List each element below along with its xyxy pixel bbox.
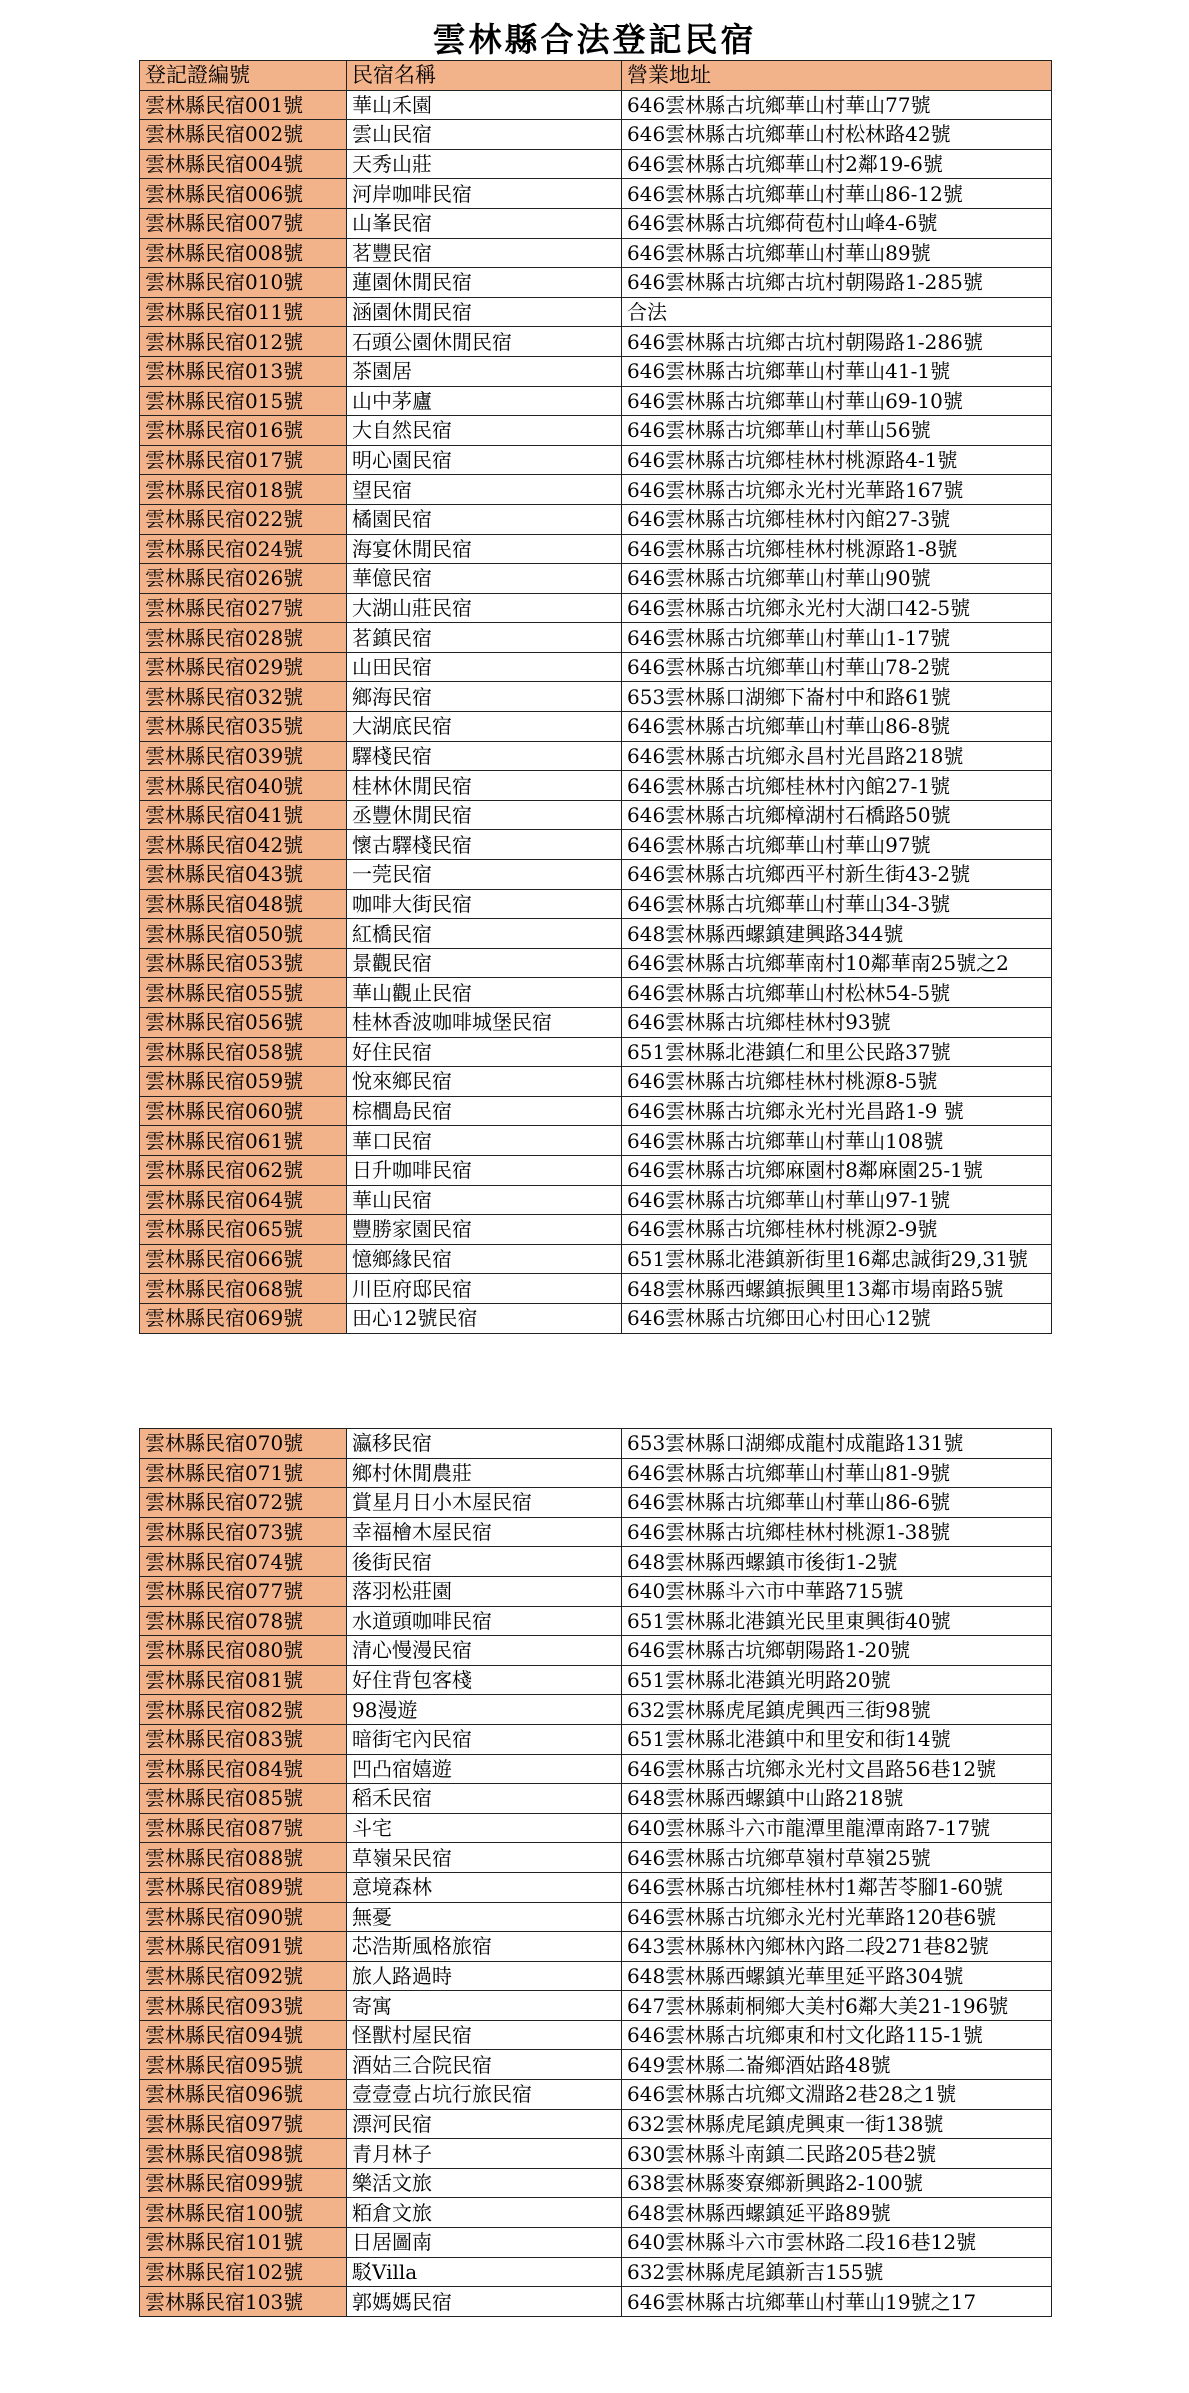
registration-no-cell: 雲林縣民宿073號 (140, 1517, 347, 1547)
table-row (140, 712, 1052, 742)
address-cell: 646雲林縣古坑鄉華山村華山34-3號 (622, 889, 1052, 919)
registration-no-cell: 雲林縣民宿001號 (140, 90, 347, 120)
table-row (140, 2257, 1052, 2287)
bnb-name-cell: 芯浩斯風格旅宿 (347, 1932, 622, 1962)
table-row (140, 860, 1052, 890)
bnb-name-cell: 日居圖南 (347, 2228, 622, 2258)
address-cell: 646雲林縣古坑鄉桂林村內館27-3號 (622, 504, 1052, 534)
bnb-name-cell: 好住背包客棧 (347, 1665, 622, 1695)
table-row (140, 2020, 1052, 2050)
address-cell: 640雲林縣斗六市雲林路二段16巷12號 (622, 2228, 1052, 2258)
registration-no-cell: 雲林縣民宿028號 (140, 623, 347, 653)
registration-no-cell: 雲林縣民宿084號 (140, 1754, 347, 1784)
table-row (140, 1576, 1052, 1606)
address-cell: 646雲林縣古坑鄉永光村大湖口42-5號 (622, 593, 1052, 623)
address-cell: 647雲林縣莿桐鄉大美村6鄰大美21-196號 (622, 1991, 1052, 2021)
bnb-name-cell: 華山民宿 (347, 1185, 622, 1215)
bnb-name-cell: 斗宅 (347, 1813, 622, 1843)
address-cell: 646雲林縣古坑鄉樟湖村石橋路50號 (622, 800, 1052, 830)
bnb-name-cell: 清心慢漫民宿 (347, 1636, 622, 1666)
bnb-name-cell: 粨倉文旅 (347, 2198, 622, 2228)
address-cell: 653雲林縣口湖鄉成龍村成龍路131號 (622, 1429, 1052, 1459)
table-row (140, 416, 1052, 446)
address-cell: 640雲林縣斗六市龍潭里龍潭南路7-17號 (622, 1813, 1052, 1843)
address-cell: 646雲林縣古坑鄉華南村10鄰華南25號之2 (622, 948, 1052, 978)
registration-no-cell: 雲林縣民宿039號 (140, 741, 347, 771)
registration-no-cell: 雲林縣民宿013號 (140, 356, 347, 386)
address-cell: 646雲林縣古坑鄉田心村田心12號 (622, 1303, 1052, 1333)
table-row (140, 1244, 1052, 1274)
table-row (140, 475, 1052, 505)
address-cell: 646雲林縣古坑鄉華山村華山97號 (622, 830, 1052, 860)
table-row (140, 2050, 1052, 2080)
bnb-name-cell: 華山禾園 (347, 90, 622, 120)
address-cell: 646雲林縣古坑鄉華山村華山86-12號 (622, 179, 1052, 209)
address-cell: 648雲林縣西螺鎮建興路344號 (622, 919, 1052, 949)
registration-no-cell: 雲林縣民宿091號 (140, 1932, 347, 1962)
bnb-name-cell: 蓮園休閒民宿 (347, 268, 622, 298)
bnb-name-cell: 日升咖啡民宿 (347, 1155, 622, 1185)
registration-no-cell: 雲林縣民宿066號 (140, 1244, 347, 1274)
table-row (140, 1724, 1052, 1754)
address-cell: 651雲林縣北港鎮光民里東興街40號 (622, 1606, 1052, 1636)
address-cell: 646雲林縣古坑鄉華山村華山77號 (622, 90, 1052, 120)
table-row (140, 1488, 1052, 1518)
registration-no-cell: 雲林縣民宿048號 (140, 889, 347, 919)
registration-no-cell: 雲林縣民宿026號 (140, 564, 347, 594)
bnb-name-cell: 意境森林 (347, 1872, 622, 1902)
table-row (140, 297, 1052, 327)
registration-no-cell: 雲林縣民宿042號 (140, 830, 347, 860)
address-cell: 651雲林縣北港鎮光明路20號 (622, 1665, 1052, 1695)
bnb-name-cell: 水道頭咖啡民宿 (347, 1606, 622, 1636)
bnb-name-cell: 憶鄉緣民宿 (347, 1244, 622, 1274)
address-cell: 646雲林縣古坑鄉荷苞村山峰4-6號 (622, 208, 1052, 238)
registration-no-cell: 雲林縣民宿032號 (140, 682, 347, 712)
registration-no-cell: 雲林縣民宿093號 (140, 1991, 347, 2021)
bnb-name-cell: 落羽松莊園 (347, 1576, 622, 1606)
bnb-name-cell: 壹壹壹占坑行旅民宿 (347, 2080, 622, 2110)
table-row (140, 2080, 1052, 2110)
registration-no-cell: 雲林縣民宿085號 (140, 1784, 347, 1814)
registration-no-cell: 雲林縣民宿065號 (140, 1215, 347, 1245)
registration-no-cell: 雲林縣民宿101號 (140, 2228, 347, 2258)
address-cell: 646雲林縣古坑鄉永光村光昌路1-9 號 (622, 1096, 1052, 1126)
address-cell: 632雲林縣虎尾鎮虎興西三街98號 (622, 1695, 1052, 1725)
bnb-name-cell: 涵園休閒民宿 (347, 297, 622, 327)
address-cell: 648雲林縣西螺鎮市後街1-2號 (622, 1547, 1052, 1577)
registration-no-cell: 雲林縣民宿040號 (140, 771, 347, 801)
table-row (140, 1991, 1052, 2021)
registration-no-cell: 雲林縣民宿060號 (140, 1096, 347, 1126)
registration-no-cell: 雲林縣民宿087號 (140, 1813, 347, 1843)
bnb-name-cell: 大湖山莊民宿 (347, 593, 622, 623)
bnb-name-cell: 懷古驛棧民宿 (347, 830, 622, 860)
registration-no-cell: 雲林縣民宿072號 (140, 1488, 347, 1518)
table-row (140, 682, 1052, 712)
address-cell: 646雲林縣古坑鄉桂林村1鄰苦苓腳1-60號 (622, 1872, 1052, 1902)
registration-no-cell: 雲林縣民宿095號 (140, 2050, 347, 2080)
registration-no-cell: 雲林縣民宿018號 (140, 475, 347, 505)
bnb-name-cell: 草嶺呆民宿 (347, 1843, 622, 1873)
table-row (140, 948, 1052, 978)
registration-no-cell: 雲林縣民宿008號 (140, 238, 347, 268)
table-row (140, 268, 1052, 298)
table-row (140, 1932, 1052, 1962)
registration-no-cell: 雲林縣民宿002號 (140, 120, 347, 150)
registration-no-cell: 雲林縣民宿041號 (140, 800, 347, 830)
registration-no-cell: 雲林縣民宿016號 (140, 416, 347, 446)
registration-no-cell: 雲林縣民宿022號 (140, 504, 347, 534)
table-row (140, 445, 1052, 475)
table-row (140, 919, 1052, 949)
address-cell: 646雲林縣古坑鄉永昌村光昌路218號 (622, 741, 1052, 771)
address-cell: 646雲林縣古坑鄉華山村華山108號 (622, 1126, 1052, 1156)
address-cell: 646雲林縣古坑鄉永光村光華路167號 (622, 475, 1052, 505)
bnb-name-cell: 寄寓 (347, 1991, 622, 2021)
table-row (140, 504, 1052, 534)
address-cell: 646雲林縣古坑鄉華山村松林54-5號 (622, 978, 1052, 1008)
table-row (140, 1902, 1052, 1932)
bnb-name-cell: 山田民宿 (347, 652, 622, 682)
registration-no-cell: 雲林縣民宿100號 (140, 2198, 347, 2228)
registration-no-cell: 雲林縣民宿092號 (140, 1961, 347, 1991)
address-cell: 646雲林縣古坑鄉華山村華山41-1號 (622, 356, 1052, 386)
address-cell: 646雲林縣古坑鄉華山村華山78-2號 (622, 652, 1052, 682)
address-cell: 651雲林縣北港鎮新街里16鄰忠誠街29,31號 (622, 1244, 1052, 1274)
bnb-name-cell: 咖啡大街民宿 (347, 889, 622, 919)
bnb-name-cell: 酒姑三合院民宿 (347, 2050, 622, 2080)
registration-no-cell: 雲林縣民宿055號 (140, 978, 347, 1008)
table-row (140, 2198, 1052, 2228)
bnb-name-cell: 一莞民宿 (347, 860, 622, 890)
bnb-name-cell: 華口民宿 (347, 1126, 622, 1156)
bnb-name-cell: 旅人路過時 (347, 1961, 622, 1991)
address-cell: 646雲林縣古坑鄉西平村新生街43-2號 (622, 860, 1052, 890)
table-row (140, 120, 1052, 150)
address-cell: 646雲林縣古坑鄉華山村松林路42號 (622, 120, 1052, 150)
address-cell: 630雲林縣斗南鎮二民路205巷2號 (622, 2139, 1052, 2169)
bnb-name-cell: 華億民宿 (347, 564, 622, 594)
address-cell: 646雲林縣古坑鄉華山村華山19號之17 (622, 2287, 1052, 2317)
bnb-name-cell: 青月林子 (347, 2139, 622, 2169)
registration-no-cell: 雲林縣民宿102號 (140, 2257, 347, 2287)
bnb-name-cell: 棕櫚島民宿 (347, 1096, 622, 1126)
table-row (140, 1517, 1052, 1547)
table-header-row (140, 61, 1052, 91)
address-cell: 646雲林縣古坑鄉文淵路2巷28之1號 (622, 2080, 1052, 2110)
registration-no-cell: 雲林縣民宿081號 (140, 1665, 347, 1695)
registration-no-cell: 雲林縣民宿069號 (140, 1303, 347, 1333)
bnb-name-cell: 稻禾民宿 (347, 1784, 622, 1814)
table-row (140, 534, 1052, 564)
address-cell: 648雲林縣西螺鎮延平路89號 (622, 2198, 1052, 2228)
table-row (140, 1067, 1052, 1097)
bnb-name-cell: 茗豐民宿 (347, 238, 622, 268)
address-cell: 合法 (622, 297, 1052, 327)
address-cell: 643雲林縣林內鄉林內路二段271巷82號 (622, 1932, 1052, 1962)
address-cell: 632雲林縣虎尾鎮虎興東一街138號 (622, 2109, 1052, 2139)
registration-no-cell: 雲林縣民宿070號 (140, 1429, 347, 1459)
address-cell: 646雲林縣古坑鄉古坑村朝陽路1-285號 (622, 268, 1052, 298)
header-address: 營業地址 (622, 61, 1052, 91)
bnb-table-2 (139, 1428, 1052, 2317)
bnb-name-cell: 凹凸宿嬉遊 (347, 1754, 622, 1784)
table-row (140, 564, 1052, 594)
bnb-name-cell: 景觀民宿 (347, 948, 622, 978)
registration-no-cell: 雲林縣民宿080號 (140, 1636, 347, 1666)
registration-no-cell: 雲林縣民宿058號 (140, 1037, 347, 1067)
bnb-name-cell: 郭媽媽民宿 (347, 2287, 622, 2317)
table-row (140, 1215, 1052, 1245)
table-row (140, 356, 1052, 386)
bnb-name-cell: 賞星月日小木屋民宿 (347, 1488, 622, 1518)
table-row (140, 800, 1052, 830)
registration-no-cell: 雲林縣民宿007號 (140, 208, 347, 238)
table-row (140, 889, 1052, 919)
address-cell: 646雲林縣古坑鄉華山村華山89號 (622, 238, 1052, 268)
address-cell: 646雲林縣古坑鄉古坑村朝陽路1-286號 (622, 327, 1052, 357)
bnb-name-cell: 桂林香波咖啡城堡民宿 (347, 1008, 622, 1038)
registration-no-cell: 雲林縣民宿056號 (140, 1008, 347, 1038)
registration-no-cell: 雲林縣民宿061號 (140, 1126, 347, 1156)
table-row (140, 90, 1052, 120)
bnb-name-cell: 瀛移民宿 (347, 1429, 622, 1459)
table-row (140, 1126, 1052, 1156)
bnb-name-cell: 後街民宿 (347, 1547, 622, 1577)
registration-no-cell: 雲林縣民宿024號 (140, 534, 347, 564)
table-row (140, 2287, 1052, 2317)
table-row (140, 238, 1052, 268)
bnb-name-cell: 海宴休閒民宿 (347, 534, 622, 564)
address-cell: 646雲林縣古坑鄉永光村文昌路56巷12號 (622, 1754, 1052, 1784)
address-cell: 646雲林縣古坑鄉華山村華山86-6號 (622, 1488, 1052, 1518)
address-cell: 638雲林縣麥寮鄉新興路2-100號 (622, 2168, 1052, 2198)
address-cell: 646雲林縣古坑鄉華山村華山1-17號 (622, 623, 1052, 653)
address-cell: 646雲林縣古坑鄉桂林村桃源路4-1號 (622, 445, 1052, 475)
bnb-name-cell: 驛棧民宿 (347, 741, 622, 771)
address-cell: 646雲林縣古坑鄉桂林村內館27-1號 (622, 771, 1052, 801)
table-row (140, 1665, 1052, 1695)
address-cell: 646雲林縣古坑鄉華山村華山81-9號 (622, 1458, 1052, 1488)
table-row (140, 1037, 1052, 1067)
table-row (140, 652, 1052, 682)
header-registration-no: 登記證編號 (140, 61, 347, 91)
bnb-name-cell: 紅橋民宿 (347, 919, 622, 949)
bnb-name-cell: 鄉村休閒農莊 (347, 1458, 622, 1488)
registration-no-cell: 雲林縣民宿090號 (140, 1902, 347, 1932)
bnb-name-cell: 川臣府邸民宿 (347, 1274, 622, 1304)
registration-no-cell: 雲林縣民宿029號 (140, 652, 347, 682)
table-row (140, 2109, 1052, 2139)
address-cell: 646雲林縣古坑鄉華山村華山69-10號 (622, 386, 1052, 416)
bnb-name-cell: 茶園居 (347, 356, 622, 386)
table-row (140, 623, 1052, 653)
registration-no-cell: 雲林縣民宿068號 (140, 1274, 347, 1304)
bnb-name-cell: 茗鎮民宿 (347, 623, 622, 653)
table-row (140, 1695, 1052, 1725)
registration-no-cell: 雲林縣民宿011號 (140, 297, 347, 327)
registration-no-cell: 雲林縣民宿010號 (140, 268, 347, 298)
table-row (140, 386, 1052, 416)
table-row (140, 1303, 1052, 1333)
registration-no-cell: 雲林縣民宿097號 (140, 2109, 347, 2139)
address-cell: 653雲林縣口湖鄉下崙村中和路61號 (622, 682, 1052, 712)
bnb-name-cell: 大自然民宿 (347, 416, 622, 446)
bnb-name-cell: 漂河民宿 (347, 2109, 622, 2139)
table-row (140, 179, 1052, 209)
registration-no-cell: 雲林縣民宿035號 (140, 712, 347, 742)
bnb-name-cell: 豐勝家園民宿 (347, 1215, 622, 1245)
address-cell: 632雲林縣虎尾鎮新吉155號 (622, 2257, 1052, 2287)
registration-no-cell: 雲林縣民宿006號 (140, 179, 347, 209)
table-row (140, 1274, 1052, 1304)
registration-no-cell: 雲林縣民宿099號 (140, 2168, 347, 2198)
bnb-name-cell: 桂林休閒民宿 (347, 771, 622, 801)
registration-no-cell: 雲林縣民宿059號 (140, 1067, 347, 1097)
table-row (140, 741, 1052, 771)
address-cell: 646雲林縣古坑鄉華山村2鄰19-6號 (622, 149, 1052, 179)
registration-no-cell: 雲林縣民宿064號 (140, 1185, 347, 1215)
table-row (140, 1872, 1052, 1902)
address-cell: 646雲林縣古坑鄉朝陽路1-20號 (622, 1636, 1052, 1666)
table-row (140, 1784, 1052, 1814)
bnb-name-cell: 天秀山莊 (347, 149, 622, 179)
address-cell: 646雲林縣古坑鄉草嶺村草嶺25號 (622, 1843, 1052, 1873)
bnb-name-cell: 無憂 (347, 1902, 622, 1932)
address-cell: 646雲林縣古坑鄉東和村文化路115-1號 (622, 2020, 1052, 2050)
table-row (140, 593, 1052, 623)
registration-no-cell: 雲林縣民宿078號 (140, 1606, 347, 1636)
address-cell: 648雲林縣西螺鎮中山路218號 (622, 1784, 1052, 1814)
registration-no-cell: 雲林縣民宿062號 (140, 1155, 347, 1185)
registration-no-cell: 雲林縣民宿089號 (140, 1872, 347, 1902)
address-cell: 648雲林縣西螺鎮光華里延平路304號 (622, 1961, 1052, 1991)
bnb-name-cell: 橘園民宿 (347, 504, 622, 534)
table-row (140, 1961, 1052, 1991)
header-bnb-name: 民宿名稱 (347, 61, 622, 91)
address-cell: 646雲林縣古坑鄉桂林村93號 (622, 1008, 1052, 1038)
bnb-name-cell: 好住民宿 (347, 1037, 622, 1067)
bnb-name-cell: 河岸咖啡民宿 (347, 179, 622, 209)
address-cell: 646雲林縣古坑鄉桂林村桃源2-9號 (622, 1215, 1052, 1245)
registration-no-cell: 雲林縣民宿015號 (140, 386, 347, 416)
registration-no-cell: 雲林縣民宿082號 (140, 1695, 347, 1725)
table-row (140, 1008, 1052, 1038)
registration-no-cell: 雲林縣民宿096號 (140, 2080, 347, 2110)
table-row (140, 1813, 1052, 1843)
address-cell: 646雲林縣古坑鄉麻園村8鄰麻園25-1號 (622, 1155, 1052, 1185)
bnb-name-cell: 明心園民宿 (347, 445, 622, 475)
table-row (140, 1458, 1052, 1488)
table-row (140, 1754, 1052, 1784)
table-row (140, 1096, 1052, 1126)
table-row (140, 1547, 1052, 1577)
address-cell: 646雲林縣古坑鄉桂林村桃源路1-8號 (622, 534, 1052, 564)
bnb-name-cell: 98漫遊 (347, 1695, 622, 1725)
registration-no-cell: 雲林縣民宿050號 (140, 919, 347, 949)
registration-no-cell: 雲林縣民宿053號 (140, 948, 347, 978)
address-cell: 646雲林縣古坑鄉桂林村桃源1-38號 (622, 1517, 1052, 1547)
address-cell: 648雲林縣西螺鎮振興里13鄰市場南路5號 (622, 1274, 1052, 1304)
table-row (140, 149, 1052, 179)
table-row (140, 208, 1052, 238)
table-row (140, 1843, 1052, 1873)
address-cell: 646雲林縣古坑鄉永光村光華路120巷6號 (622, 1902, 1052, 1932)
bnb-name-cell: 樂活文旅 (347, 2168, 622, 2198)
table-row (140, 1185, 1052, 1215)
bnb-name-cell: 怪獸村屋民宿 (347, 2020, 622, 2050)
address-cell: 646雲林縣古坑鄉桂林村桃源8-5號 (622, 1067, 1052, 1097)
registration-no-cell: 雲林縣民宿098號 (140, 2139, 347, 2169)
bnb-name-cell: 田心12號民宿 (347, 1303, 622, 1333)
registration-no-cell: 雲林縣民宿012號 (140, 327, 347, 357)
bnb-name-cell: 大湖底民宿 (347, 712, 622, 742)
table-row (140, 1606, 1052, 1636)
address-cell: 646雲林縣古坑鄉華山村華山97-1號 (622, 1185, 1052, 1215)
bnb-name-cell: 悅來鄉民宿 (347, 1067, 622, 1097)
registration-no-cell: 雲林縣民宿043號 (140, 860, 347, 890)
registration-no-cell: 雲林縣民宿103號 (140, 2287, 347, 2317)
bnb-table-1 (139, 60, 1052, 1334)
address-cell: 646雲林縣古坑鄉華山村華山86-8號 (622, 712, 1052, 742)
registration-no-cell: 雲林縣民宿088號 (140, 1843, 347, 1873)
bnb-name-cell: 華山觀止民宿 (347, 978, 622, 1008)
address-cell: 646雲林縣古坑鄉華山村華山90號 (622, 564, 1052, 594)
registration-no-cell: 雲林縣民宿071號 (140, 1458, 347, 1488)
bnb-name-cell: 暗街宅內民宿 (347, 1724, 622, 1754)
registration-no-cell: 雲林縣民宿074號 (140, 1547, 347, 1577)
registration-no-cell: 雲林縣民宿094號 (140, 2020, 347, 2050)
bnb-name-cell: 望民宿 (347, 475, 622, 505)
address-cell: 649雲林縣二崙鄉酒姑路48號 (622, 2050, 1052, 2080)
table-row (140, 2228, 1052, 2258)
table-row (140, 978, 1052, 1008)
table-row (140, 830, 1052, 860)
address-cell: 646雲林縣古坑鄉華山村華山56號 (622, 416, 1052, 446)
page-title: 雲林縣合法登記民宿 (432, 20, 757, 59)
bnb-name-cell: 山中茅廬 (347, 386, 622, 416)
address-cell: 651雲林縣北港鎮仁和里公民路37號 (622, 1037, 1052, 1067)
bnb-name-cell: 山峯民宿 (347, 208, 622, 238)
table-row (140, 1636, 1052, 1666)
registration-no-cell: 雲林縣民宿004號 (140, 149, 347, 179)
table-row (140, 1155, 1052, 1185)
registration-no-cell: 雲林縣民宿083號 (140, 1724, 347, 1754)
address-cell: 651雲林縣北港鎮中和里安和街14號 (622, 1724, 1052, 1754)
bnb-name-cell: 鄉海民宿 (347, 682, 622, 712)
address-cell: 640雲林縣斗六市中華路715號 (622, 1576, 1052, 1606)
registration-no-cell: 雲林縣民宿027號 (140, 593, 347, 623)
bnb-name-cell: 駁Villa (347, 2257, 622, 2287)
table-row (140, 327, 1052, 357)
bnb-name-cell: 雲山民宿 (347, 120, 622, 150)
bnb-name-cell: 丞豐休閒民宿 (347, 800, 622, 830)
registration-no-cell: 雲林縣民宿077號 (140, 1576, 347, 1606)
table-row (140, 2139, 1052, 2169)
table-row (140, 2168, 1052, 2198)
registration-no-cell: 雲林縣民宿017號 (140, 445, 347, 475)
bnb-name-cell: 幸福檜木屋民宿 (347, 1517, 622, 1547)
bnb-name-cell: 石頭公園休閒民宿 (347, 327, 622, 357)
table-row (140, 1429, 1052, 1459)
table-row (140, 771, 1052, 801)
